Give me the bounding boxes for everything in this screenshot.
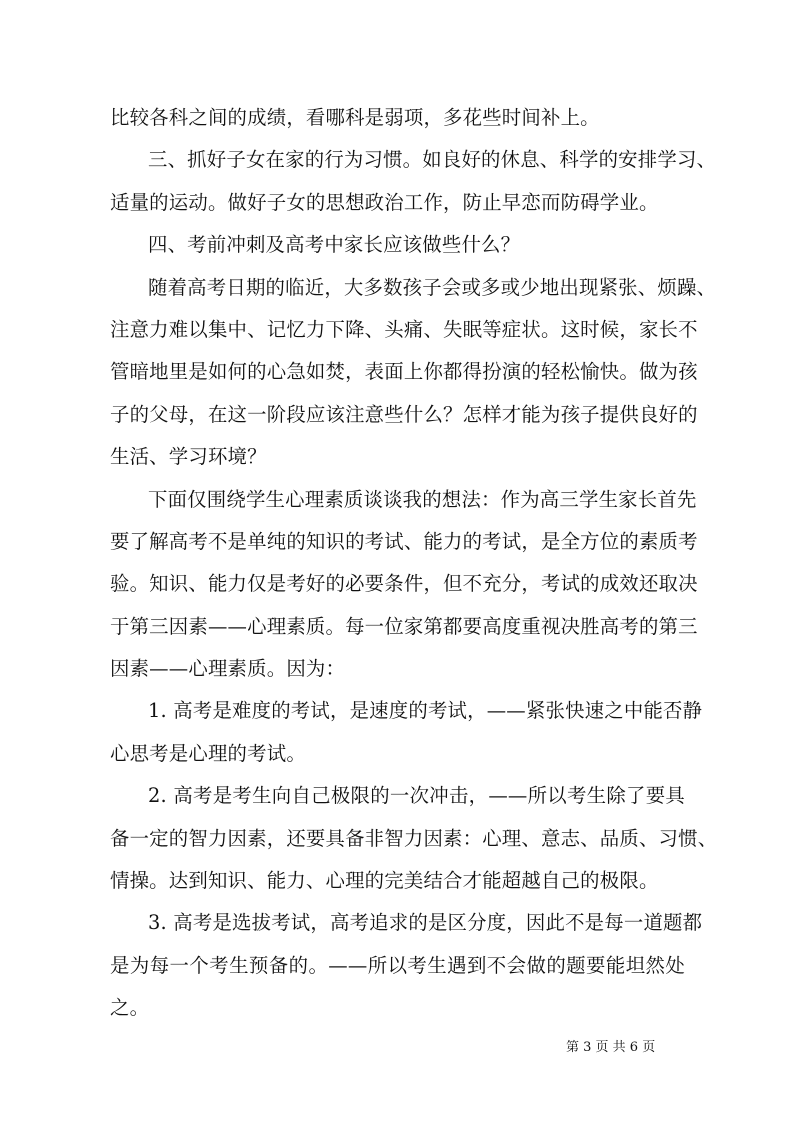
text-line: 验。知识、能力仅是考好的必要条件，但不充分，考试的成效还取决 bbox=[110, 572, 698, 596]
text-line: 三、抓好子女在家的行为习惯。如良好的休息、科学的安排学习、 bbox=[148, 148, 717, 172]
text-line: 之。 bbox=[110, 996, 150, 1020]
text-line: 心思考是心理的考试。 bbox=[110, 741, 306, 765]
text-line: 比较各科之间的成绩，看哪科是弱项，多花些时间补上。 bbox=[110, 106, 600, 129]
text-line: 备一定的智力因素，还要具备非智力因素：心理、意志、品质、习惯、 bbox=[110, 826, 718, 850]
page-number-footer: 第 3 页 共 6 页 bbox=[566, 1040, 656, 1055]
text-line: 下面仅围绕学生心理素质谈谈我的想法：作为高三学生家长首先 bbox=[148, 487, 697, 511]
text-line: 3. 高考是选拔考试，高考追求的是区分度，因此不是每一道题都 bbox=[148, 911, 703, 935]
text-line: 注意力难以集中、记忆力下降、头痛、失眠等症状。这时候，家长不 bbox=[110, 317, 698, 341]
text-line: 于第三因素——心理素质。每一位家第都要高度重视决胜高考的第三 bbox=[110, 614, 698, 638]
text-line: 随着高考日期的临近，大多数孩子会或多或少地出现紧张、烦躁、 bbox=[148, 275, 717, 299]
body-text bbox=[110, 97, 718, 1030]
text-line: 2. 高考是考生向自己极限的一次冲击，——所以考生除了要具 bbox=[148, 784, 685, 808]
text-line: 适量的运动。做好子女的思想政治工作，防止早恋而防碍学业。 bbox=[110, 190, 659, 214]
text-line: 管暗地里是如何的心急如焚，表面上你都得扮演的轻松愉快。做为孩 bbox=[110, 360, 698, 384]
text-line: 是为每一个考生预备的。——所以考生遇到不会做的题要能坦然处 bbox=[110, 953, 685, 977]
text-line: 情操。达到知识、能力、心理的完美结合才能超越自己的极限。 bbox=[110, 869, 659, 893]
text-line: 因素——心理素质。因为： bbox=[110, 657, 346, 681]
text-line: 四、考前冲刺及高考中家长应该做些什么？ bbox=[148, 233, 521, 257]
text-line: 子的父母，在这一阶段应该注意些什么？怎样才能为孩子提供良好的 bbox=[110, 402, 698, 426]
text-line: 生活、学习环境？ bbox=[110, 445, 267, 469]
text-line: 1. 高考是难度的考试，是速度的考试，——紧张快速之中能否静 bbox=[148, 699, 703, 723]
text-line: 要了解高考不是单纯的知识的考试、能力的考试，是全方位的素质考 bbox=[110, 529, 698, 553]
